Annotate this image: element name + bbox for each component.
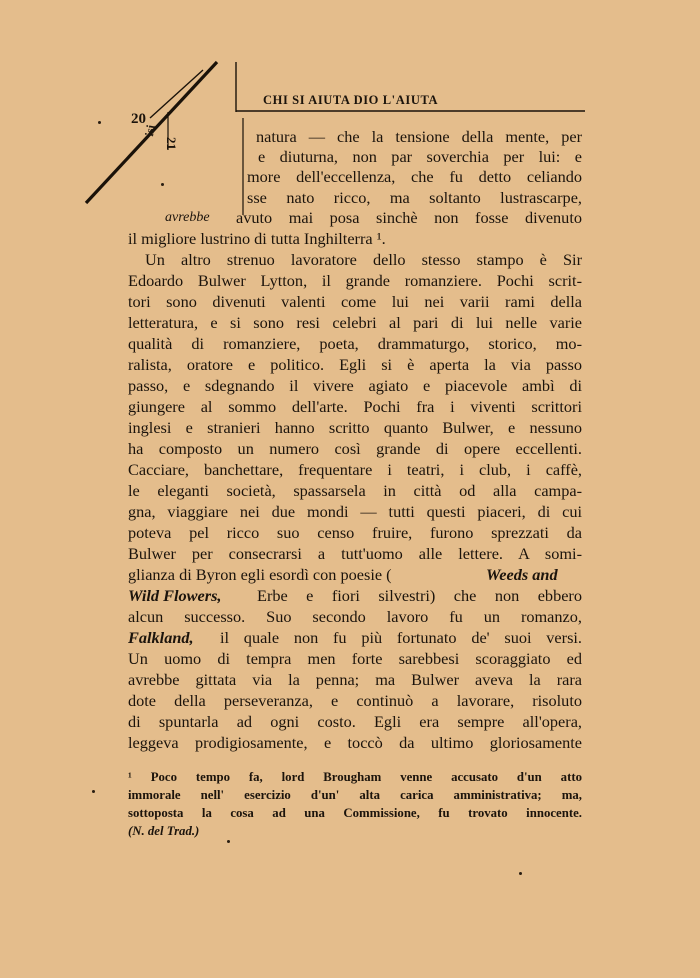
text-line: le eleganti società, spassarsela in città od alla campa- (128, 481, 582, 500)
footnote-line: (N. del Trad.) (128, 824, 200, 838)
speck (161, 183, 164, 186)
fold-text-fragment: isi (142, 123, 158, 138)
text-line: alcun successo. Suo secondo lavoro fu un romanzo, (128, 607, 582, 626)
text-line: avuto mai posa sinchè non fosse divenuto (236, 208, 582, 227)
running-head: CHI SI AIUTA DIO L'AIUTA (263, 93, 439, 107)
text-line: Erbe e fiori silvestri) che non ebbero (257, 586, 582, 605)
text-line: di spuntarla ad ogni costo. Egli era sempre all'opera, (128, 712, 582, 731)
text-line: e diuturna, non par soverchia per lui: e (258, 147, 582, 166)
text-line: qualità di romanziere, poeta, drammaturgo, storico, mo- (128, 334, 582, 353)
text-line: Un uomo di tempra men forte sarebbesi scoraggiato ed (128, 649, 582, 668)
italic-title: Wild Flowers, (128, 586, 222, 605)
text-line-fragment: avrebbe (165, 210, 210, 225)
text-line: tori sono divenuti valenti come lui nei varii rami della (128, 292, 582, 311)
text-line: Edoardo Bulwer Lytton, il grande romanziere. Pochi scrit- (128, 271, 582, 290)
speck (519, 872, 522, 875)
text-line: Cacciare, banchettare, frequentare i teatri, i club, i caffè, (128, 460, 582, 479)
footnote-line: sottoposta la cosa ad una Commissione, fu trovato innocente. (128, 806, 582, 820)
text-line: il migliore lustrino di tutta Inghilterra ¹. (128, 229, 386, 248)
text-line: inglesi e stranieri hanno scritto quanto Bulwer, e nessuno (128, 418, 582, 437)
fold-crease-line-thin (150, 70, 203, 118)
text-line: leggeva prodigiosamente, e toccò da ultimo gloriosamente (128, 733, 582, 752)
text-line: passo, e sdegnando il vivere agiato e piacevole ambì di (128, 376, 582, 395)
text-line: dote della perseveranza, e continuò a lavorare, risoluto (128, 691, 582, 710)
text-line: more dell'eccellenza, che fu detto celiando (247, 167, 582, 186)
text-line: giungere al sommo dell'arte. Pochi fra i viventi scrittori (128, 397, 582, 416)
text-line: letteratura, e si sono resi celebri al pari di lui nelle varie (128, 313, 582, 332)
text-line: il quale non fu più fortunato de' suoi versi. (220, 628, 582, 647)
italic-title: Falkland, (128, 628, 194, 647)
text-line: poteva pel ricco suo censo fruire, furono sprezzati da (128, 523, 582, 542)
speck (92, 790, 95, 793)
text-line: sse nato ricco, ma soltanto lustrascarpe, (247, 188, 582, 207)
speck (98, 121, 101, 124)
text-line: ralista, oratore e politico. Egli si è aperta la via passo (128, 355, 582, 374)
italic-title: Weeds and (486, 565, 558, 584)
text-line: Un altro strenuo lavoratore dello stesso stampo è Sir (145, 250, 582, 269)
footnote-line: ¹ Poco tempo fa, lord Brougham venne accusato d'un atto (128, 770, 582, 784)
text-line: Bulwer per consecrarsi a tutt'uomo alle lettere. A somi- (128, 544, 582, 563)
footnote-line: immorale nell' esercizio d'un' alta carica amministrativa; ma, (128, 788, 582, 802)
fold-page-number-right: 21 (164, 137, 179, 150)
text-line: glianza di Byron egli esordì con poesie ( (128, 565, 392, 584)
text-line: avrebbe gittata via la penna; ma Bulwer aveva la rara (128, 670, 582, 689)
speck (227, 840, 230, 843)
text-line: ha composto un numero così grande di opere eccellenti. (128, 439, 582, 458)
text-line: gna, viaggiare nei due mondi — tutti questi piaceri, di cui (128, 502, 582, 521)
fold-page-number-left: 20 (131, 111, 146, 127)
text-line: natura — che la tensione della mente, per (256, 127, 582, 146)
